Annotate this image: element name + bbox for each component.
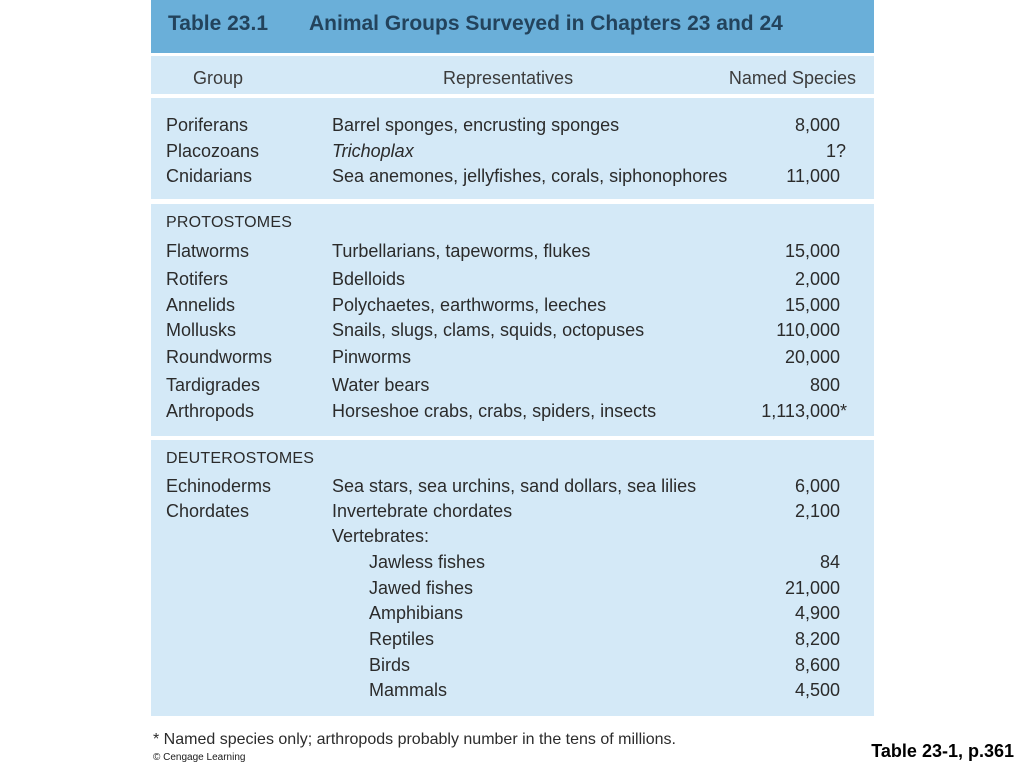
species-count-cell: 15,000 [784,295,840,315]
section-protostomes [151,204,874,436]
column-header-group: Group [193,68,244,88]
species-count-cell: 2,100 [794,501,840,521]
table-number: Table 23.1 [168,12,268,35]
group-cell: Arthropods [166,401,255,421]
species-count-cell: 8,200 [794,629,840,649]
species-count-cell: 8,000 [794,115,840,135]
group-cell: Tardigrades [166,375,261,395]
table-footnote: * Named species only; arthropods probably number in the tens of millions. [153,731,676,748]
representatives-cell: Water bears [332,375,430,395]
representatives-cell: Reptiles [369,629,435,649]
representatives-cell: Polychaetes, earthworms, leeches [332,295,607,315]
species-count-cell: 15,000 [784,241,840,261]
column-header-row [151,56,874,94]
representatives-cell: Horseshoe crabs, crabs, spiders, insects [332,401,657,421]
species-count-cell: 800 [809,375,840,395]
representatives-cell: Bdelloids [332,269,406,289]
species-count-cell: 6,000 [794,476,840,496]
section-label-protostomes: PROTOSTOMES [166,214,293,231]
table-title: Animal Groups Surveyed in Chapters 23 and 24 [309,12,783,35]
group-cell: Flatworms [166,241,250,261]
representatives-cell: Pinworms [332,347,412,367]
group-cell: Rotifers [166,269,229,289]
group-cell: Mollusks [166,320,237,340]
species-count-cell: 110,000 [776,320,840,340]
species-count-cell: 20,000 [784,347,840,367]
representatives-cell: Sea stars, sea urchins, sand dollars, sea lilies [332,476,697,496]
section-label-deuterostomes: DEUTEROSTOMES [166,450,315,467]
group-cell: Placozoans [166,141,260,161]
species-count-cell: 21,000 [784,578,840,598]
group-cell: Echinoderms [166,476,272,496]
group-cell: Poriferans [166,115,249,135]
group-cell: Roundworms [166,347,273,367]
column-header-representatives: Representatives [443,68,574,88]
representatives-cell: Trichoplax [332,141,414,161]
species-count-cell: 11,000 [786,166,840,186]
representatives-cell: Amphibians [369,603,464,623]
representatives-cell: Jawless fishes [369,552,486,572]
representatives-cell: Sea anemones, jellyfishes, corals, siphonophores [332,166,728,186]
species-count-cell: 1? [825,141,846,161]
species-count-cell: 4,500 [794,680,840,700]
representatives-cell: Jawed fishes [369,578,474,598]
section-deuterostomes [151,440,874,716]
representatives-cell: Snails, slugs, clams, squids, octopuses [332,320,645,340]
section-basal-animals [151,98,874,199]
species-count-cell: 1,113,000* [761,401,847,421]
column-header-named-species: Named Species [728,68,856,88]
species-count-cell: 84 [819,552,840,572]
group-cell: Chordates [166,501,250,521]
group-cell: Cnidarians [166,166,253,186]
slide-caption: Table 23-1, p.361 [871,741,1014,761]
species-count-cell: 4,900 [794,603,840,623]
representatives-cell: Invertebrate chordates [332,501,513,521]
table-title-bar [151,0,874,53]
copyright-notice: © Cengage Learning [153,752,246,763]
representatives-cell: Barrel sponges, encrusting sponges [332,115,620,135]
species-count-cell: 2,000 [794,269,840,289]
representatives-cell: Mammals [369,680,448,700]
species-table [151,0,874,716]
subheading-vertebrates: Vertebrates: [332,526,430,546]
species-count-cell: 8,600 [794,655,840,675]
representatives-cell: Turbellarians, tapeworms, flukes [332,241,591,261]
group-cell: Annelids [166,295,236,315]
representatives-cell: Birds [369,655,411,675]
